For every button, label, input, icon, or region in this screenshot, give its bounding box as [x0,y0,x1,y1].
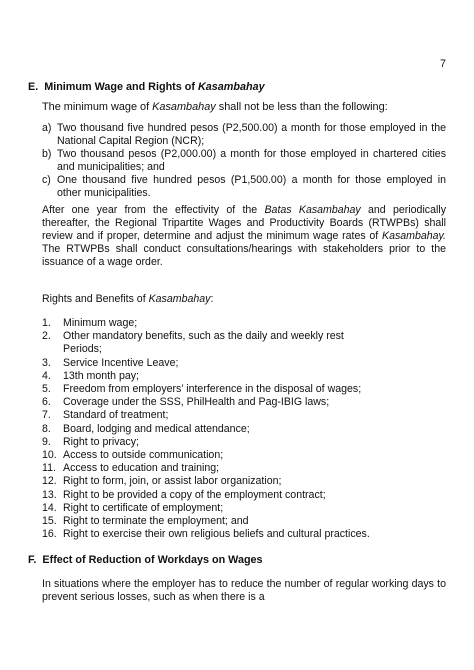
list-item [42,449,446,462]
list-item-number: 6. [42,396,51,409]
list-item-text: Standard of treatment; [63,409,169,422]
intro-prefix: The minimum wage of [42,101,153,113]
list-item [42,317,446,330]
section-e-title-italic: Kasambahay [197,81,265,93]
list-item-number: 15. [42,515,57,528]
list-item-number: 10. [42,449,57,462]
list-item [42,436,446,449]
rights-intro [42,293,446,306]
section-f-paragraph: In situations where the employer has to reduce the number of regular working days to prevent serious losses, such as when there is a [42,578,446,603]
list-item-number: 4. [42,369,51,382]
list-item-text: 13th month pay; [63,369,139,382]
section-e-title: Minimum Wage and Rights of [44,81,198,93]
list-item-text: Right to terminate the employment; and [63,515,249,528]
wage-item-text: Two thousand five hundred pesos (P2,500.00) a month for those employed in the National Capital Region (NCR); [57,122,446,147]
list-item-number: 9. [42,435,51,448]
list-item-text: Right to privacy; [63,435,139,448]
para2-part1: After one year from the effectivity of the [42,204,265,216]
list-item [42,370,446,383]
list-item [42,502,446,515]
wage-item-b [42,148,446,174]
wage-list [42,122,446,200]
rtwpb-paragraph [42,204,446,269]
list-item-number: 11. [42,462,56,475]
list-item-text: Right to exercise their own religious beliefs and cultural practices. [63,528,370,541]
list-item [42,330,372,356]
wage-item-mark: b) [42,148,52,160]
para2-italic1: Batas Kasambahay [264,204,361,216]
list-item [42,475,446,488]
list-item-text: Access to outside communication; [63,449,224,462]
section-f-heading [28,554,263,567]
list-item-number: 12. [42,475,57,488]
list-item [42,423,446,436]
wage-item-text: One thousand five hundred pesos (P1,500.00) a month for those employed in other municipalities. [57,174,446,199]
list-item-number: 2. [42,330,51,343]
list-item-text: Access to education and training; [63,462,220,475]
list-item [42,357,446,370]
para2-italic2: Kasambahay. [382,230,446,242]
list-item [42,489,446,502]
list-item [42,528,446,541]
list-item-number: 7. [42,409,51,422]
list-item-number: 13. [42,488,57,501]
list-item-text: Right to certificate of employment; [63,501,224,514]
list-item-number: 16. [42,528,57,541]
list-item-number: 14. [42,501,57,514]
rights-intro-prefix: Rights and Benefits of [42,293,149,305]
list-item-number: 5. [42,383,51,396]
list-item-text: Freedom from employers’ interference in the disposal of wages; [63,383,362,396]
intro-suffix: shall not be less than the following: [215,101,388,113]
section-f-title: Effect of Reduction of Workdays on Wages [42,554,263,566]
list-item-text: Coverage under the SSS, PhilHealth and Pag-IBIG laws; [63,396,330,409]
list-item [42,383,362,396]
page-number: 7 [440,58,446,70]
rights-intro-italic: Kasambahay [148,293,211,305]
list-item-text: Other mandatory benefits, such as the daily and weekly rest Periods; [63,330,344,356]
list-item-text: Board, lodging and medical attendance; [63,422,250,435]
wage-item-mark: c) [42,174,51,186]
list-item-text: Service Incentive Leave; [63,356,179,369]
section-e-letter: E. [28,81,39,93]
wage-item-c [42,174,446,200]
list-item [42,462,446,475]
list-item-number: 3. [42,356,51,369]
rights-intro-suffix: : [210,293,214,305]
list-item-text: Right to be provided a copy of the employment contract; [63,488,326,501]
para2-part3: The RTWPBs shall conduct consultations/hearings with stakeholders prior to the issuance of a wage order. [42,243,446,268]
list-item [42,515,446,528]
list-item-number: 1. [42,317,51,329]
minimum-wage-intro [42,101,446,114]
section-f-letter: F. [28,554,37,566]
intro-italic: Kasambahay [152,101,216,113]
list-item [42,396,446,409]
para2-part2: and periodically thereafter, the Regional Tripartite Wages and Productivity Boards (RTWPBs) shall review and if proper, determine and adjust the minimum wage rates of [42,204,446,242]
list-item-text: Minimum wage; [63,317,138,329]
list-item-text: Right to form, join, or assist labor organization; [63,475,282,488]
wage-item-a [42,122,446,148]
wage-item-mark: a) [42,122,52,134]
list-item-number: 8. [42,422,51,435]
list-item [42,409,446,422]
wage-item-text: Two thousand pesos (P2,000.00) a month for those employed in chartered cities and municipalities; and [57,148,446,173]
rights-list [42,317,446,541]
section-e-heading [28,81,265,94]
